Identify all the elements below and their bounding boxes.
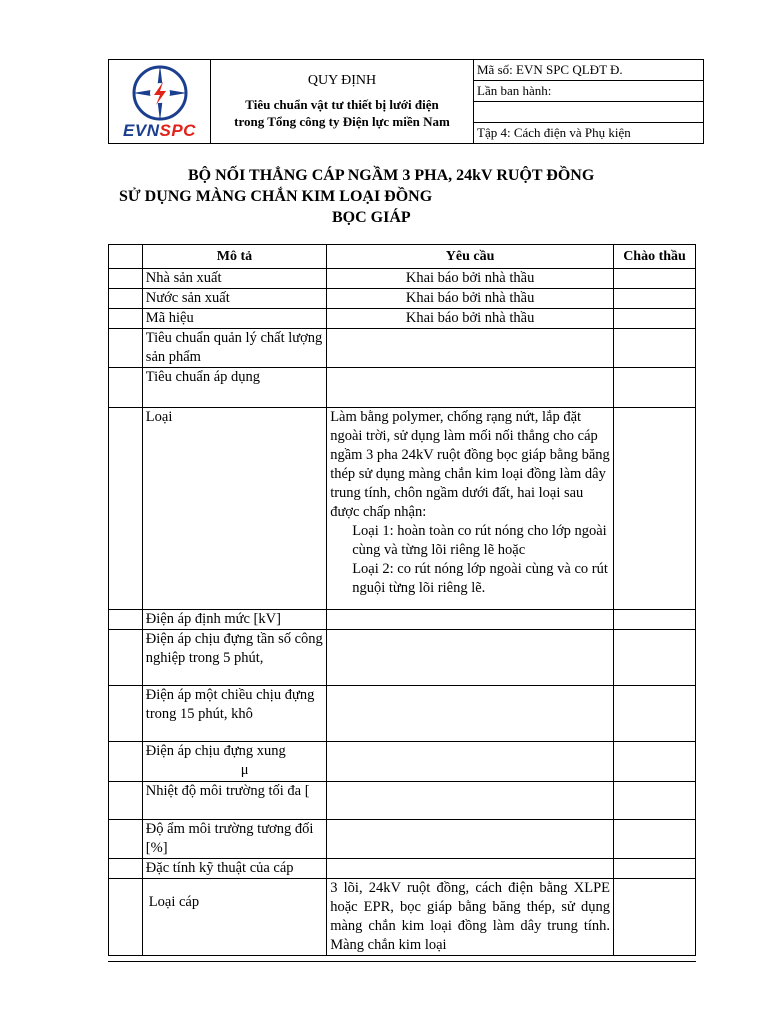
doc-title-line-2: SỬ DỤNG MÀNG CHẮN KIM LOẠI ĐỒNG <box>119 188 433 205</box>
table-row <box>109 309 696 329</box>
logo-cell <box>109 60 211 144</box>
table-row <box>109 329 696 368</box>
regulation-subtitle-2: trong Tổng công ty Điện lực miền Nam <box>234 114 450 129</box>
bid-cell <box>614 269 696 289</box>
evn-spc-wordmark: EVNSPC <box>123 120 196 140</box>
row-requirement <box>327 408 614 610</box>
bid-cell <box>614 610 696 630</box>
document-code: Mã số: EVN SPC QLĐT Đ. <box>474 60 704 81</box>
doc-title-line-1: BỘ NỐI THẲNG CÁP NGẦM 3 PHA, 24kV RUỘT ĐỒNG <box>188 167 595 184</box>
bid-cell <box>614 859 696 879</box>
type-option-1: Loại 1: hoàn toàn co rút nóng cho lớp ngoài cùng và từng lõi riêng lẽ hoặc <box>352 523 607 558</box>
table-row <box>109 408 696 610</box>
index-column-header <box>109 245 143 269</box>
requirement-column-header: Yêu cầu <box>327 245 614 269</box>
row-requirement <box>327 782 614 820</box>
bid-cell <box>614 782 696 820</box>
table-row <box>109 368 696 408</box>
type-requirement-text: Làm bằng polymer, chống rạng nứt, lắp đặt ngoài trời, sử dụng làm mối nối thẳng cho cáp ngầm 3 pha 24kV ruột đồng bọc giáp bằng băng thép sử dụng màng chắn kim loại đồng làm dây trung tính, chôn ngầm dưới đất, hai loại sau được chấp nhận: <box>330 409 610 520</box>
description-column-header: Mô tả <box>142 245 326 269</box>
row-requirement <box>327 820 614 859</box>
row-requirement <box>327 686 614 742</box>
row-requirement <box>327 329 614 368</box>
table-row <box>109 289 696 309</box>
impulse-voltage-label: Điện áp chịu đựng xung <box>145 743 286 759</box>
bid-cell <box>614 309 696 329</box>
table-header-row <box>109 245 696 269</box>
header-title-cell <box>211 60 474 144</box>
bid-column-header: Chào thầu <box>614 245 696 269</box>
issue-number: Lần ban hành: <box>474 81 704 102</box>
row-requirement: Khai báo bởi nhà thầu <box>327 289 614 309</box>
micro-symbol: μ <box>240 762 249 778</box>
table-row <box>109 742 696 782</box>
row-description: Loại cáp <box>142 879 326 956</box>
row-description <box>142 742 326 782</box>
bid-cell <box>614 368 696 408</box>
volume-name: Tập 4: Cách điện và Phụ kiện <box>474 123 704 144</box>
regulation-subtitle-1: Tiêu chuẩn vật tư thiết bị lưới điện <box>245 97 439 112</box>
table-row <box>109 630 696 686</box>
row-requirement <box>327 630 614 686</box>
row-description: Đặc tính kỹ thuật của cáp <box>142 859 326 879</box>
regulation-title: QUY ĐỊNH <box>307 73 377 88</box>
bid-cell <box>614 329 696 368</box>
row-description: Tiêu chuẩn quản lý chất lượng sản phẩm <box>142 329 326 368</box>
bid-cell <box>614 820 696 859</box>
row-description: Điện áp định mức [kV] <box>142 610 326 630</box>
doc-title-line-3: BỌC GIÁP <box>332 209 411 226</box>
row-requirement <box>327 859 614 879</box>
row-description: Nước sản xuất <box>142 289 326 309</box>
evn-logo-icon <box>130 64 190 122</box>
row-description: Điện áp một chiều chịu đựng trong 15 phút, khô <box>142 686 326 742</box>
bid-cell <box>614 630 696 686</box>
row-description: Độ ẩm môi trường tương đối [%] <box>142 820 326 859</box>
row-description: Tiêu chuẩn áp dụng <box>142 368 326 408</box>
table-row <box>109 782 696 820</box>
row-description: Loại <box>142 408 326 610</box>
row-description: Nhà sản xuất <box>142 269 326 289</box>
row-requirement: 3 lõi, 24kV ruột đồng, cách điện bằng XLPE hoặc EPR, bọc giáp bằng băng thép, sử dụng màng chắn kim loại đồng làm dây trung tính. Màng chắn kim loại <box>327 879 614 956</box>
table-row <box>109 820 696 859</box>
row-description: Điện áp chịu đựng tần số công nghiệp trong 5 phút, <box>142 630 326 686</box>
document-header <box>108 59 704 144</box>
header-blank-cell <box>474 102 704 123</box>
row-requirement: Khai báo bởi nhà thầu <box>327 269 614 289</box>
table-row <box>109 269 696 289</box>
type-option-2: Loại 2: co rút nóng lớp ngoài cùng và co rút nguội từng lõi riêng lẽ. <box>352 561 608 596</box>
row-requirement <box>327 742 614 782</box>
specification-table <box>108 244 696 956</box>
table-row <box>109 859 696 879</box>
row-requirement <box>327 368 614 408</box>
row-requirement: Khai báo bởi nhà thầu <box>327 309 614 329</box>
table-row <box>109 879 696 956</box>
bid-cell <box>614 408 696 610</box>
table-row <box>109 686 696 742</box>
footer-divider <box>108 961 696 962</box>
bid-cell <box>614 742 696 782</box>
row-requirement <box>327 610 614 630</box>
bid-cell <box>614 879 696 956</box>
row-description: Nhiệt độ môi trường tối đa [ <box>142 782 326 820</box>
table-row <box>109 610 696 630</box>
bid-cell <box>614 289 696 309</box>
row-description: Mã hiệu <box>142 309 326 329</box>
bid-cell <box>614 686 696 742</box>
